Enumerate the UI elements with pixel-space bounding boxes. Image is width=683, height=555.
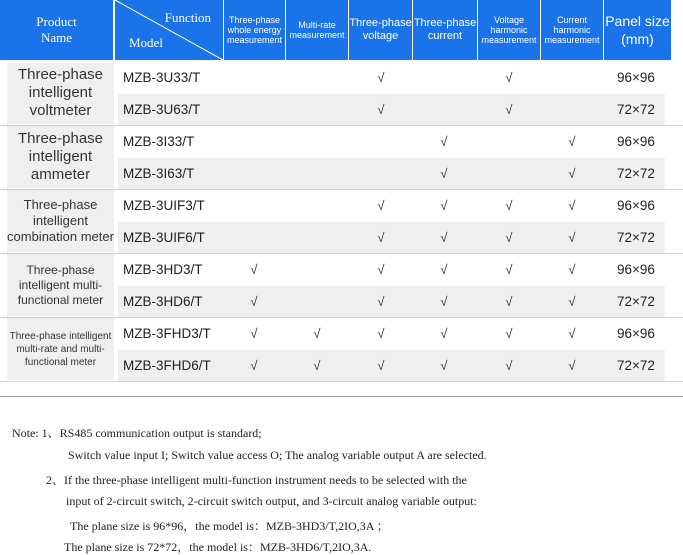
- check-mark: √: [568, 166, 576, 181]
- table-bottom-rule: [0, 396, 683, 397]
- panel-size-cell: 72×72: [617, 102, 655, 117]
- note-line-2: Switch value input I; Switch value access O; The analog variable output A are selected.: [68, 448, 487, 462]
- check-mark: √: [377, 70, 385, 85]
- check-mark: √: [440, 198, 448, 213]
- check-mark: √: [377, 326, 385, 341]
- panel-size-cell: 96×96: [617, 198, 655, 213]
- panel-size-cell: 72×72: [617, 230, 655, 245]
- model-cell: MZB-3U63/T: [123, 102, 201, 117]
- product-name-cell: Three-phase intelligent multi-functional meter: [7, 254, 114, 316]
- product-name-cell: Three-phase intelligent combination meter: [7, 190, 114, 252]
- product-name-cell: Three-phase intelligent multi-rate and multi-functional meter: [7, 318, 114, 380]
- header-col-multirate: Multi-rate measurement: [286, 0, 348, 60]
- note-line-6: The plane size is 72*72，the model is：MZB-3HD6/T,2IO,3A.: [64, 540, 372, 554]
- panel-size-cell: 72×72: [617, 294, 655, 309]
- check-mark: √: [568, 294, 576, 309]
- note-line-1: Note: 1、RS485 communication output is standard;: [12, 426, 262, 440]
- check-mark: √: [440, 166, 448, 181]
- check-mark: √: [440, 230, 448, 245]
- header-model-label: Model: [129, 35, 163, 50]
- panel-size-cell: 96×96: [617, 262, 655, 277]
- header-col-voltage: Three-phase voltage: [349, 0, 412, 60]
- check-mark: √: [505, 198, 513, 213]
- model-cell: MZB-3I33/T: [123, 134, 195, 149]
- check-mark: √: [568, 358, 576, 373]
- check-mark: √: [377, 230, 385, 245]
- check-mark: √: [568, 326, 576, 341]
- note-line-4: input of 2-circuit switch, 2-circuit switch output, and 3-circuit analog variable output:: [66, 494, 477, 508]
- table-row: [118, 62, 665, 93]
- note-line-5: The plane size is 96*96，the model is：MZB-3HD3/T,2IO,3A ；: [70, 519, 389, 533]
- check-mark: √: [505, 102, 513, 117]
- check-mark: √: [377, 294, 385, 309]
- check-mark: √: [440, 262, 448, 277]
- model-cell: MZB-3UIF6/T: [123, 230, 205, 245]
- check-mark: √: [377, 262, 385, 277]
- check-mark: √: [505, 262, 513, 277]
- panel-size-cell: 72×72: [617, 358, 655, 373]
- header-function-model: [115, 0, 223, 60]
- model-cell: MZB-3FHD3/T: [123, 326, 211, 341]
- check-mark: √: [377, 198, 385, 213]
- check-mark: √: [505, 294, 513, 309]
- check-mark: √: [568, 198, 576, 213]
- check-mark: √: [377, 102, 385, 117]
- header-col-current: Three-phase current: [413, 0, 477, 60]
- check-mark: √: [250, 326, 258, 341]
- panel-size-cell: 96×96: [617, 134, 655, 149]
- header-function-label: Function: [164, 10, 211, 25]
- check-mark: √: [313, 358, 321, 373]
- check-mark: √: [568, 262, 576, 277]
- table-row: [118, 222, 665, 253]
- table-row: [118, 318, 665, 349]
- check-mark: √: [505, 230, 513, 245]
- check-mark: √: [250, 262, 258, 277]
- product-name-cell: Three-phase intelligent ammeter: [7, 126, 114, 188]
- header-col-voltage-harmonic: Voltage harmonic measurement: [478, 0, 540, 60]
- check-mark: √: [568, 230, 576, 245]
- model-cell: MZB-3HD3/T: [123, 262, 203, 277]
- table-row: [118, 286, 665, 317]
- table-row: [118, 126, 665, 157]
- check-mark: √: [505, 70, 513, 85]
- model-cell: MZB-3HD6/T: [123, 294, 203, 309]
- panel-size-cell: 72×72: [617, 166, 655, 181]
- table-row: [118, 350, 665, 381]
- check-mark: √: [440, 358, 448, 373]
- check-mark: √: [440, 326, 448, 341]
- model-cell: MZB-3I63/T: [123, 166, 195, 181]
- check-mark: √: [505, 358, 513, 373]
- check-mark: √: [440, 134, 448, 149]
- panel-size-cell: 96×96: [617, 70, 655, 85]
- diagonal-divider: [115, 0, 223, 60]
- group-divider: [0, 381, 683, 382]
- product-name-cell: Three-phase intelligent voltmeter: [7, 62, 114, 124]
- table-row: [118, 158, 665, 189]
- table-row: [118, 94, 665, 125]
- table-row: [118, 190, 665, 221]
- check-mark: √: [250, 294, 258, 309]
- check-mark: √: [568, 134, 576, 149]
- check-mark: √: [377, 358, 385, 373]
- model-cell: MZB-3FHD6/T: [123, 358, 211, 373]
- model-cell: MZB-3UIF3/T: [123, 198, 205, 213]
- header-product-name: Product Name: [0, 0, 113, 60]
- panel-size-cell: 96×96: [617, 326, 655, 341]
- model-cell: MZB-3U33/T: [123, 70, 201, 85]
- note-line-3: 2、If the three-phase intelligent multi-function instrument needs to be selected with the: [46, 473, 467, 487]
- header-col-panel-size: Panel size (mm): [604, 0, 671, 60]
- table-row: [118, 254, 665, 285]
- check-mark: √: [505, 326, 513, 341]
- check-mark: √: [250, 358, 258, 373]
- check-mark: √: [313, 326, 321, 341]
- check-mark: √: [440, 294, 448, 309]
- header-col-current-harmonic: Current harmonic measurement: [541, 0, 603, 60]
- header-col-energy: Three-phase whole energy measurement: [224, 0, 285, 60]
